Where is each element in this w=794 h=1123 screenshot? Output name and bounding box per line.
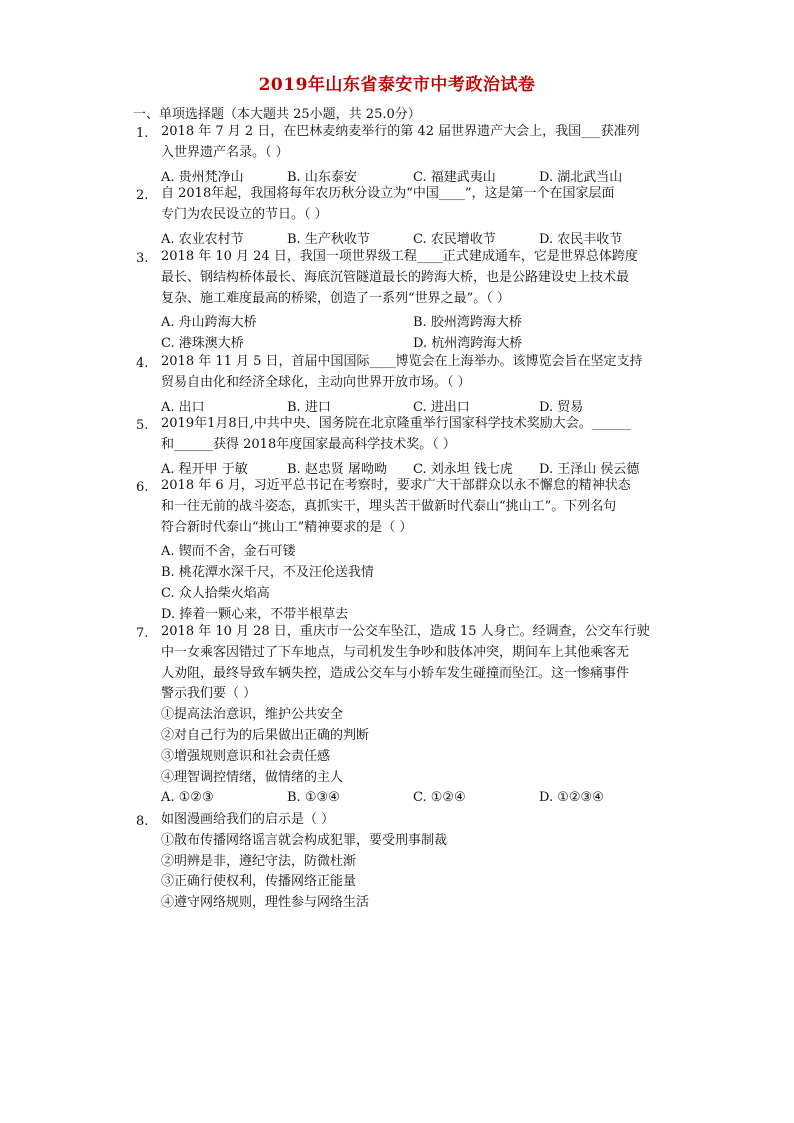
question-text-line: 中一女乘客因错过了下车地点，与司机发生争吵和肢体冲突，期间车上其他乘客无 [161, 644, 630, 660]
question-number: 1. [136, 126, 149, 141]
option-a[interactable]: A. 程开甲 于敏 [161, 461, 248, 477]
option-c[interactable]: C. 众人拾柴火焰高 [161, 585, 270, 601]
option-d[interactable]: D. 湖北武当山 [539, 169, 623, 185]
option-c[interactable]: C. 农民增收节 [413, 231, 496, 247]
question-text-line: ①散布传播网络谣言就会构成犯罪，要受刑事制裁 [161, 832, 448, 848]
question-text-line: 警示我们要（ ） [161, 686, 257, 702]
question-text-line: 符合新时代泰山“挑山工”精神要求的是（ ） [161, 519, 413, 535]
question-text-line: ③增强规则意识和社会责任感 [161, 748, 331, 764]
question-text-line: 如图漫画给我们的启示是（ ） [161, 812, 335, 827]
question-number: 6. [136, 480, 149, 495]
option-b[interactable]: B. 生产秋收节 [287, 231, 370, 247]
question-text-line: 最长、钢结构桥体最长、海底沉管隧道最长的跨海大桥，也是公路建设史上技术最 [161, 269, 630, 285]
option-c[interactable]: C. 进出口 [413, 399, 470, 415]
question-number: 3. [136, 251, 149, 266]
question-text-line: 贸易自由化和经济全球化，主动向世界开放市场。（ ） [161, 374, 471, 390]
question-text-line: 2019年1月8日,中共中央、国务院在北京隆重举行国家科学技术奖励大会。______ [161, 416, 631, 431]
option-d[interactable]: D. 农民丰收节 [539, 231, 623, 247]
question-text-line: ①提高法治意识，维护公共安全 [161, 707, 344, 723]
page-title: 2019年山东省泰安市中考政治试卷 [258, 75, 536, 95]
question-number: 5. [136, 418, 149, 433]
option-d[interactable]: D. ①②③④ [539, 790, 604, 806]
question-text-line: 人劝阻，最终导致车辆失控，造成公交车与小轿车发生碰撞而坠江。这一惨痛事件 [161, 665, 630, 681]
option-a[interactable]: A. 出口 [161, 399, 205, 415]
option-d[interactable]: D. 捧着一颗心来，不带半根草去 [161, 606, 349, 622]
question-text-line: ②对自己行为的后果做出正确的判断 [161, 728, 370, 743]
question-text-line: 2018 年 11 月 5 日，首届中国国际____博览会在上海举办。该博览会旨在坚定支持 [161, 354, 643, 369]
option-c[interactable]: C. 港珠澳大桥 [161, 336, 244, 352]
question-text-line: 2018 年 10 月 28 日，重庆市一公交车坠江，造成 15 人身亡。经调查，公交车行驶 [161, 624, 650, 639]
section-heading: 一、单项选择题（本大题共 25小题，共 25.0分） [133, 107, 421, 122]
question-text-line: ③正确行使权利，传播网络正能量 [161, 874, 357, 890]
question-text-line: 2018 年 6 月，习近平总书记在考察时，要求广大干部群众以永不懈怠的精神状态 [161, 478, 631, 493]
question-text-line: ④遵守网络规则，理性参与网络生活 [161, 895, 370, 911]
option-b[interactable]: B. 山东泰安 [287, 169, 357, 185]
option-a[interactable]: A. 舟山跨海大桥 [161, 315, 257, 331]
question-text-line: 2018 年 7 月 2 日，在巴林麦纳麦举行的第 42 届世界遗产大会上，我国___获准列 [161, 124, 640, 139]
option-a[interactable]: A. ①②③ [161, 790, 214, 806]
question-text-line: 2018 年 10 月 24 日，我国一项世界级工程____正式建成通车，它是世界总体跨度 [161, 249, 638, 264]
option-c[interactable]: C. 刘永坦 钱七虎 [413, 461, 513, 477]
question-text-line: 和一往无前的战斗姿态，真抓实干，埋头苦干做新时代泰山“挑山工”。下列名句 [161, 498, 617, 514]
option-b[interactable]: B. 胶州湾跨海大桥 [413, 315, 522, 331]
option-c[interactable]: C. 福建武夷山 [413, 169, 496, 185]
option-b[interactable]: B. 赵忠贤 屠呦呦 [287, 461, 387, 477]
option-b[interactable]: B. 进口 [287, 399, 331, 415]
option-a[interactable]: A. 贵州梵净山 [161, 169, 244, 185]
question-text-line: ②明辨是非，遵纪守法，防微杜渐 [161, 853, 357, 869]
question-text-line: 复杂、施工难度最高的桥梁，创造了一系列“世界之最”。（ ） [161, 290, 510, 306]
question-number: 7. [136, 626, 149, 641]
question-text-line: ④理智调控情绪，做情绪的主人 [161, 769, 344, 785]
option-b[interactable]: B. ①③④ [287, 790, 340, 806]
option-d[interactable]: D. 贸易 [539, 399, 584, 415]
question-text-line: 和______获得 2018年度国家最高科学技术奖。（ ） [161, 436, 456, 452]
question-text-line: 自 2018年起，我国将每年农历秋分设立为“中国____”，这是第一个在国家层面 [161, 186, 615, 201]
question-text-line: 入世界遗产名录。（ ） [161, 144, 289, 160]
option-d[interactable]: D. 杭州湾跨海大桥 [413, 336, 523, 352]
question-number: 8. [136, 814, 149, 829]
option-c[interactable]: C. ①②④ [413, 790, 466, 806]
option-a[interactable]: A. 锲而不舍，金石可镂 [161, 544, 296, 560]
question-number: 4. [136, 356, 149, 371]
option-a[interactable]: A. 农业农村节 [161, 231, 244, 247]
question-number: 2. [136, 188, 149, 203]
option-d[interactable]: D. 王泽山 侯云德 [539, 461, 640, 477]
option-b[interactable]: B. 桃花潭水深千尺，不及汪伦送我情 [161, 565, 374, 581]
question-text-line: 专门为农民设立的节日。（ ） [161, 206, 328, 222]
